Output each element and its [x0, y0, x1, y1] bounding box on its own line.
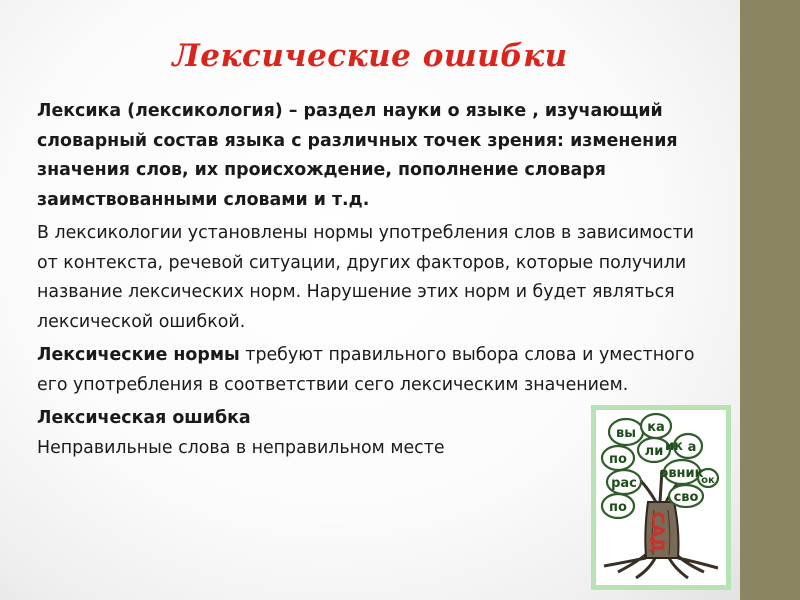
crown-word: ов [659, 466, 677, 481]
norms-term: Лексические нормы [37, 345, 240, 365]
crown-word: ли [644, 444, 664, 459]
definition-paragraph: Лексика (лексикология) – раздел науки о языке , изучающий словарный состав языка с различных точек зрения: изменения значения слов, их происхождение, пополнение словаря заимствованными словами и т.д. [37, 101, 678, 210]
crown-word: по [609, 500, 627, 515]
crown-word: вы [616, 426, 636, 441]
error-heading: Лексическая ошибка [37, 408, 251, 428]
norms-requirement-paragraph [37, 341, 707, 400]
norms-text: требуют правильного выбора слова и уместного его употребления в соответствии сего лексическим значением. [37, 345, 695, 395]
side-accent-bar [740, 0, 800, 600]
crown-word: а [687, 440, 697, 455]
crown-word: ик [665, 439, 683, 454]
error-definition: Неправильные слова в неправильном месте [37, 437, 445, 458]
slide-title: Лексические ошибки [172, 38, 568, 74]
crown-word: ка [647, 420, 665, 435]
crown-word: сво [673, 490, 699, 505]
crown-word: ник [676, 466, 704, 481]
trunk-word: САД [647, 511, 667, 553]
crown-word: по [609, 452, 627, 467]
norms-paragraph: В лексикологии установлены нормы употребления слов в зависимости от контекста, речевой ситуации, других факторов, которые получили название лексических норм. Нарушение этих норм и будет являться лексической ошибкой. [37, 223, 694, 332]
crown-word: рас [611, 476, 637, 491]
crown-word: ок [701, 475, 715, 486]
tree-drawing [596, 410, 726, 585]
tree-illustration [591, 405, 731, 590]
